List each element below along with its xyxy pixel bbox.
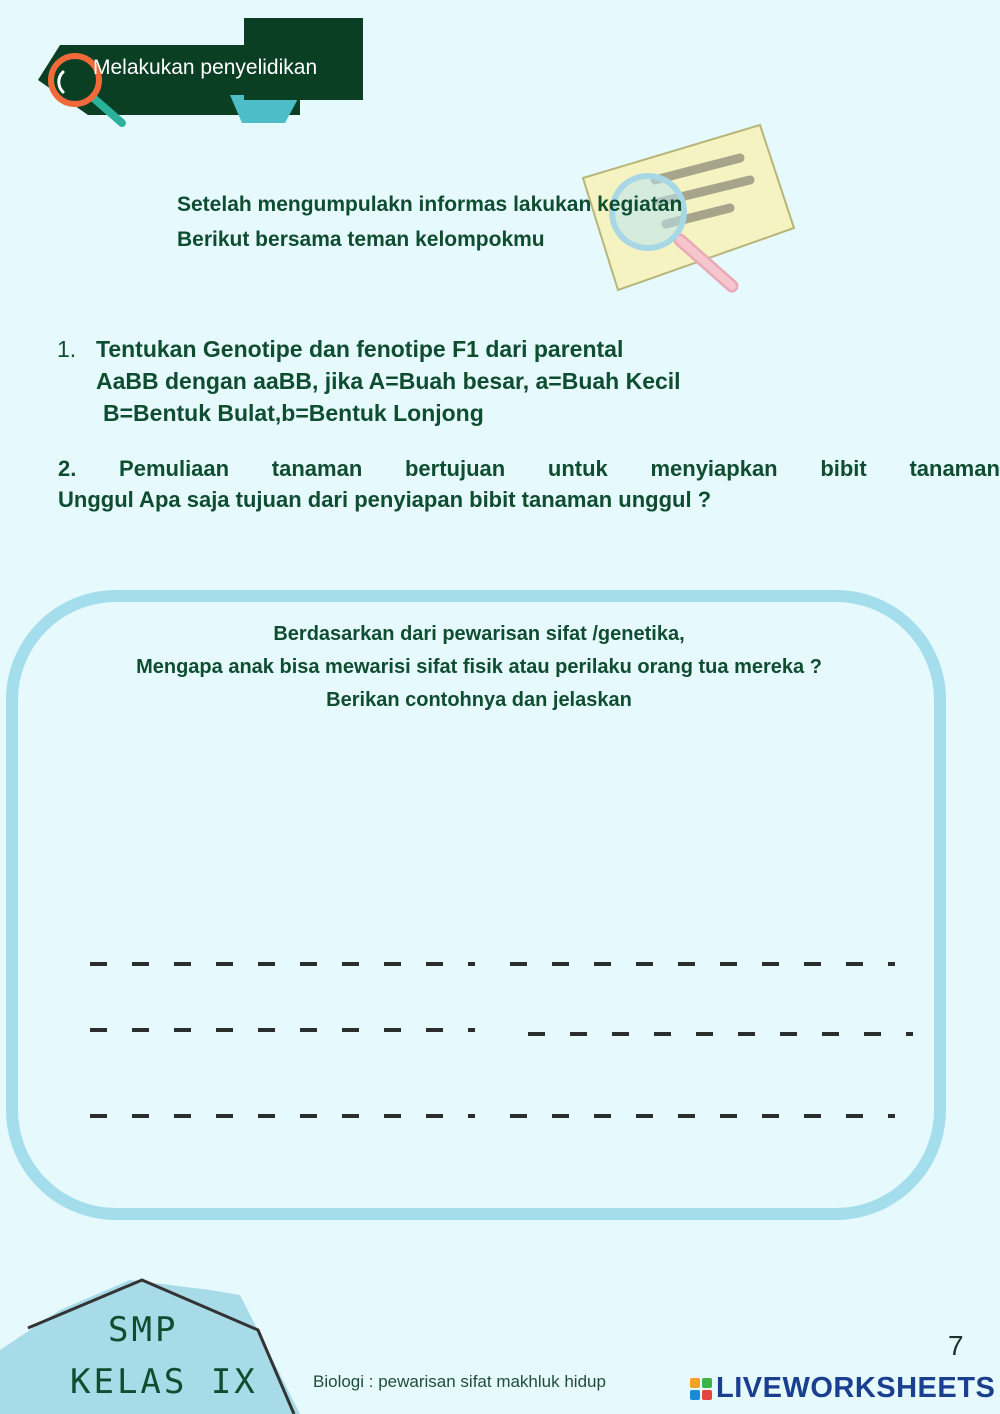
intro-line-1: Setelah mengumpulakn informas lakukan kegiatan (177, 193, 683, 216)
liveworksheets-brand-text: LIVEWORKSHEETS (716, 1372, 996, 1404)
question-2-word: tanaman (909, 456, 1000, 481)
question-1-line-1: Tentukan Genotipe dan fenotipe F1 dari parental (96, 336, 624, 362)
answer-blank-1b[interactable] (510, 962, 895, 966)
question-2-word: bertujuan (404, 456, 506, 481)
question-2-word: Pemuliaan (119, 456, 230, 481)
answer-box-prompt-line-2: Mengapa anak bisa mewarisi sifat fisik atau perilaku orang tua mereka ? (136, 656, 822, 678)
question-2-word: 2. (58, 456, 77, 481)
question-2-word: bibit (820, 456, 867, 481)
intro-line-2: Berikut bersama teman kelompokmu (177, 228, 545, 251)
question-1-number: 1. (57, 336, 77, 362)
answer-box-prompt-line-1: Berdasarkan dari pewarisan sifat /genetika, (273, 623, 685, 645)
answer-blank-2a[interactable] (90, 1028, 475, 1032)
footer-level-line-2: KELAS IX (70, 1362, 258, 1402)
header-title: Melakukan penyelidikan (93, 56, 318, 79)
question-2-line-2: Unggul Apa saja tujuan dari penyiapan bibit tanaman unggul ? (58, 487, 712, 512)
footer-level-line-1: SMP (108, 1310, 179, 1350)
footer-subject: Biologi : pewarisan sifat makhluk hidup (313, 1372, 606, 1391)
question-1-line-2: AaBB dengan aaBB, jika A=Buah besar, a=Buah Kecil (96, 368, 681, 394)
answer-blank-3b[interactable] (510, 1114, 895, 1118)
answer-blank-2b[interactable] (528, 1032, 913, 1036)
liveworksheets-grid-icon (690, 1378, 712, 1400)
page-number: 7 (948, 1330, 964, 1361)
question-2-line-1 (58, 456, 1000, 482)
answer-blank-3a[interactable] (90, 1114, 475, 1118)
question-1-line-3: B=Bentuk Bulat,b=Bentuk Lonjong (103, 400, 484, 426)
question-2-word: untuk (547, 456, 608, 481)
answer-box-prompt-line-3: Berikan contohnya dan jelaskan (326, 689, 632, 711)
question-2-word: tanaman (271, 456, 363, 481)
answer-box (6, 590, 946, 1220)
question-2-word: menyiapkan (650, 456, 778, 481)
answer-blank-1a[interactable] (90, 962, 475, 966)
liveworksheets-logo[interactable] (690, 1372, 995, 1405)
